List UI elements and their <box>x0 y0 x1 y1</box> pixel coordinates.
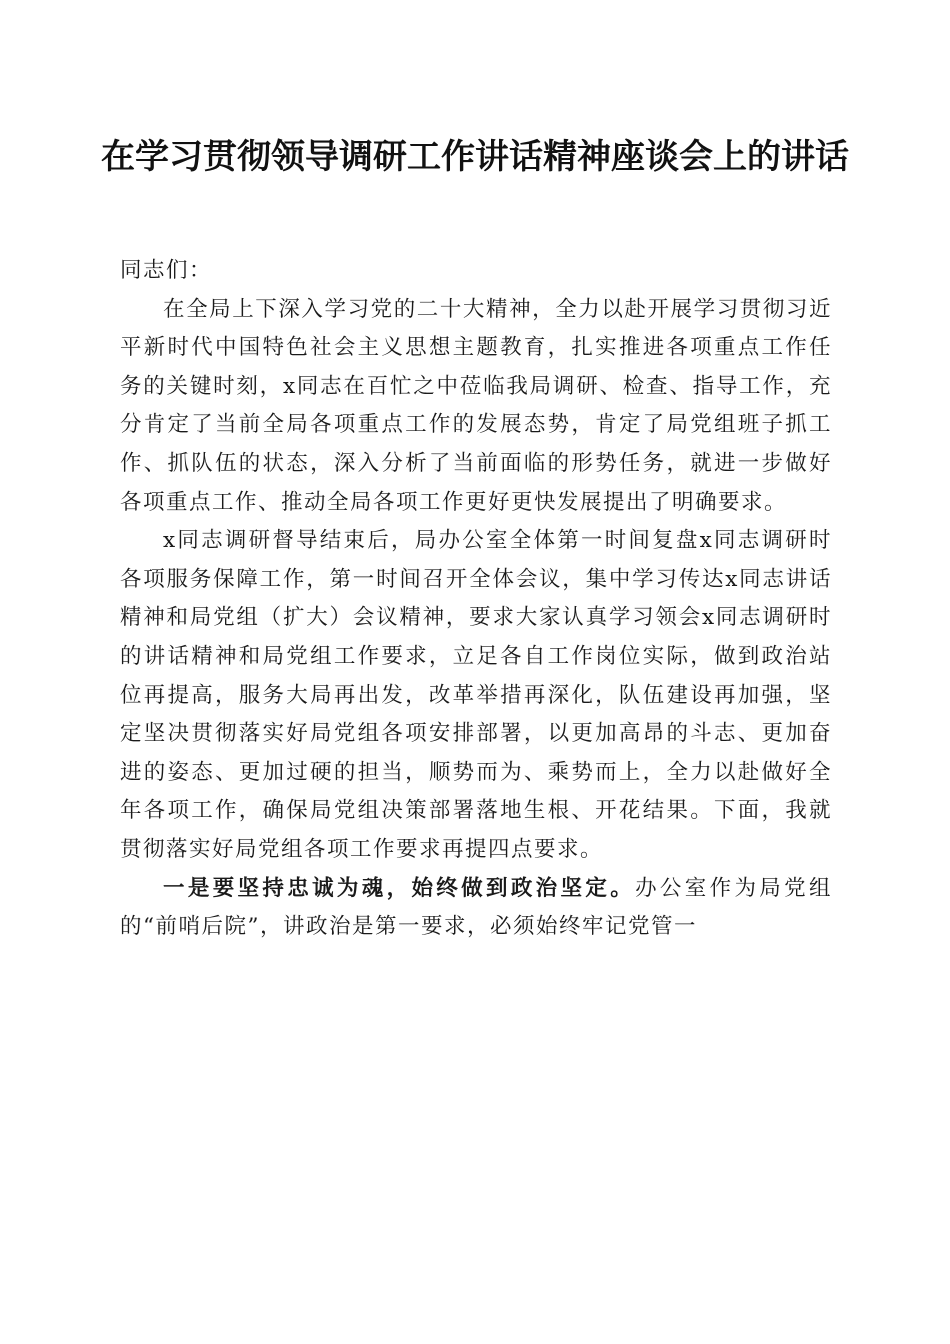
paragraph: 在全局上下深入学习党的二十大精神，全力以赴开展学习贯彻习近平新时代中国特色社会主义思想主题教育，扎实推进各项重点工作任务的关键时刻，x同志在百忙之中莅临我局调研、检查、指导工作，充分肯定了当前全局各项重点工作的发展态势，肯定了局党组班子抓工作、抓队伍的状态，深入分析了当前面临的形势任务，就进一步做好各项重点工作、推动全局各项工作更好更快发展提出了明确要求。 <box>120 296 832 515</box>
salutation: 同志们： <box>120 258 213 283</box>
paragraph-lead-point: 一是要坚持忠诚为魂，始终做到政治坚定。 <box>163 875 636 901</box>
document-title: 在学习贯彻领导调研工作讲话精神座谈会上的讲话 <box>101 137 849 177</box>
document-body <box>120 252 832 947</box>
paragraph <box>120 870 832 947</box>
paragraph-text: 办公室作为局党组的“前哨后院”，讲政治是第一要求，必须始终牢记党管一 <box>120 875 832 940</box>
paragraph: x同志调研督导结束后，局办公室全体第一时间复盘x同志调研时各项服务保障工作，第一时间召开全体会议，集中学习传达x同志讲话精神和局党组（扩大）会议精神，要求大家认真学习领会x同志调研时的讲话精神和局党组工作要求，立足各自工作岗位实际，做到政治站位再提高，服务大局再出发，改革举措再深化，队伍建设再加强，坚定坚决贯彻落实好局党组各项安排部署，以更加高昂的斗志、更加奋进的姿态、更加过硬的担当，顺势而为、乘势而上，全力以赴做好全年各项工作，确保局党组决策部署落地生根、开花结果。下面，我就贯彻落实好局党组各项工作要求再提四点要求。 <box>120 528 832 862</box>
